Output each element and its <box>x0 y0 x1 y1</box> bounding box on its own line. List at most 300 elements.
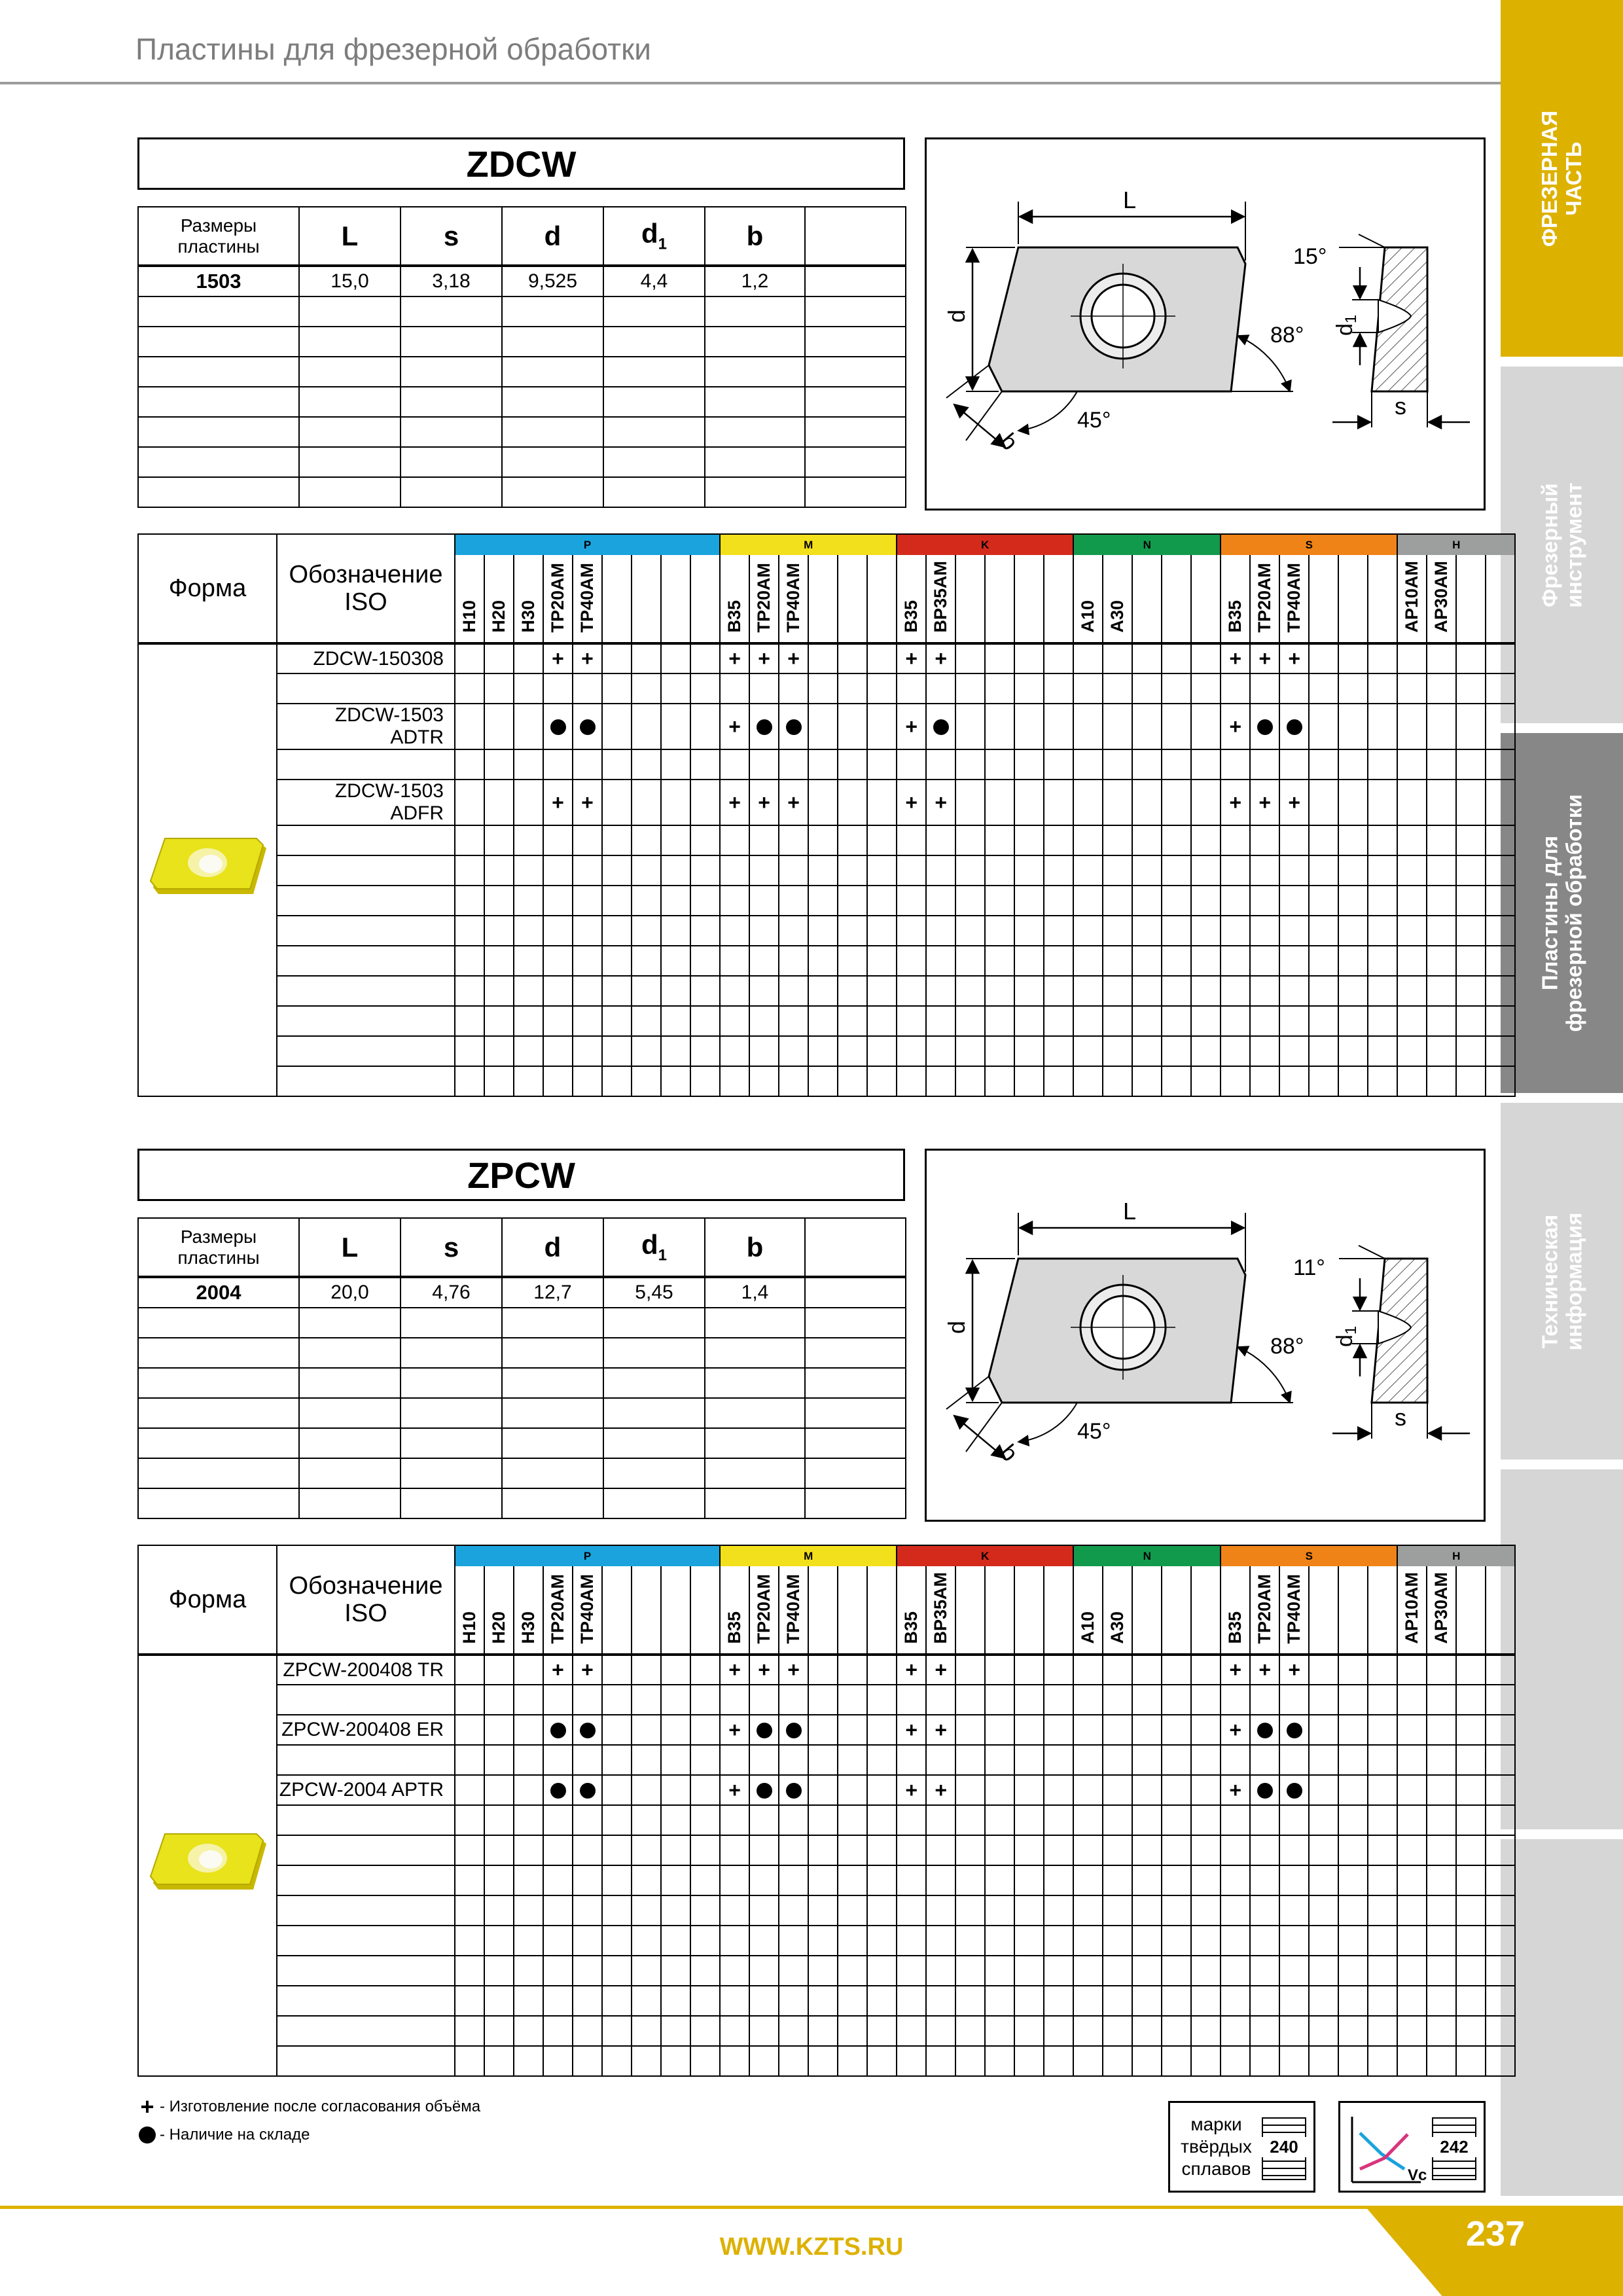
grade-cell <box>808 1655 838 1685</box>
grade-cell <box>573 1775 602 1805</box>
grade-cell <box>1191 1865 1221 1895</box>
grade-cell <box>1221 1926 1250 1956</box>
grade-cell <box>1162 1745 1191 1775</box>
grade-cell <box>720 886 749 916</box>
grade-cell <box>985 749 1014 780</box>
grade-cell <box>1456 855 1486 886</box>
grade-cell <box>808 1715 838 1745</box>
grade-cell <box>897 1926 926 1956</box>
grade-cell <box>455 1775 484 1805</box>
grade-cell <box>749 1715 779 1745</box>
grade-cell <box>985 2016 1014 2046</box>
grade-cell <box>661 886 690 916</box>
grade-cell <box>838 1006 867 1036</box>
grade-cell <box>1162 1926 1191 1956</box>
grade-cell <box>1132 825 1162 855</box>
dim-value-L: 15,0 <box>299 266 401 296</box>
grade-cell <box>661 1745 690 1775</box>
material-group-p: P <box>455 534 720 555</box>
grade-cell <box>867 1895 897 1926</box>
insert-dimension-drawing <box>927 139 1486 509</box>
grade-cell <box>1073 1715 1103 1745</box>
designation-empty <box>277 1986 455 2016</box>
grade-cell <box>808 1006 838 1036</box>
grade-cell <box>1486 749 1515 780</box>
designation-empty <box>277 749 455 780</box>
grade-cell <box>926 886 955 916</box>
grades-reference-link[interactable] <box>1168 2101 1315 2193</box>
grade-cell <box>897 1865 926 1895</box>
grade-cell <box>690 916 720 946</box>
grade-cell <box>1397 1835 1427 1865</box>
plus-icon: + <box>140 2093 154 2120</box>
grade-cell <box>1397 1745 1427 1775</box>
grade-cell <box>926 1835 955 1865</box>
cutting-speed-reference-link[interactable] <box>1338 2101 1486 2193</box>
grade-cell <box>897 886 926 916</box>
grade-cell <box>779 1926 808 1956</box>
grade-cell <box>1279 704 1309 749</box>
grade-header-empty <box>690 555 720 643</box>
grade-cell <box>1427 1006 1456 1036</box>
plus-icon: + <box>905 1658 918 1681</box>
dimensions-header-row <box>138 207 906 266</box>
grade-cell <box>808 886 838 916</box>
grade-cell <box>1338 1715 1368 1745</box>
grade-cell <box>602 855 632 886</box>
grade-cell <box>1456 1805 1486 1835</box>
grade-cell <box>1132 2016 1162 2046</box>
designation-empty <box>277 976 455 1006</box>
grade-cell <box>985 1986 1014 2016</box>
grade-cell <box>955 2046 985 2076</box>
grade-cell <box>897 1805 926 1835</box>
grade-cell <box>573 1655 602 1685</box>
grade-cell <box>1250 886 1279 916</box>
grade-cell <box>1486 1006 1515 1036</box>
grade-cell <box>838 749 867 780</box>
grade-cell <box>1014 780 1044 825</box>
grade-cell <box>1397 946 1427 976</box>
dot-icon <box>757 1783 772 1799</box>
grade-cell <box>573 976 602 1006</box>
grade-header-empty <box>632 555 661 643</box>
grades-empty-row <box>138 1805 1515 1835</box>
grade-cell <box>632 673 661 704</box>
dim-empty-cell <box>805 1398 906 1428</box>
dimensions-row <box>138 266 906 296</box>
designation-empty <box>277 1036 455 1066</box>
dot-icon <box>786 1723 802 1738</box>
grade-cell <box>1073 825 1103 855</box>
grade-cell <box>1221 1715 1250 1745</box>
grade-cell <box>1014 1926 1044 1956</box>
grade-cell <box>985 976 1014 1006</box>
grade-cell <box>1338 1036 1368 1066</box>
grade-cell <box>1309 1006 1338 1036</box>
grade-cell <box>955 976 985 1006</box>
form-header: Форма <box>138 534 277 643</box>
grade-cell <box>838 855 867 886</box>
grade-cell <box>867 825 897 855</box>
grade-header-empty <box>1132 1566 1162 1655</box>
grade-cell <box>1486 1745 1515 1775</box>
grade-cell <box>543 1895 573 1926</box>
grade-cell <box>1044 780 1073 825</box>
plus-icon: + <box>787 1658 800 1681</box>
grades-reference-text: марки твёрдых сплавов <box>1181 2114 1252 2179</box>
grade-cell <box>690 1745 720 1775</box>
product-designation[interactable]: ZPCW-2004 APTR <box>277 1775 455 1805</box>
grade-cell <box>1073 1805 1103 1835</box>
grade-cell <box>926 704 955 749</box>
grade-cell <box>1486 1066 1515 1096</box>
grade-cell <box>1221 673 1250 704</box>
grade-cell <box>1162 749 1191 780</box>
grade-cell <box>838 1835 867 1865</box>
dimensions-empty-row <box>138 447 906 477</box>
grade-cell <box>1014 1986 1044 2016</box>
grade-cell <box>897 1956 926 1986</box>
grade-header-h10: H10 <box>455 1566 484 1655</box>
grade-cell <box>455 855 484 886</box>
grade-cell <box>1250 1066 1279 1096</box>
grade-cell <box>838 1805 867 1835</box>
side-tab-milling-tools[interactable]: Фрезерный инструмент <box>1501 367 1623 723</box>
grade-cell <box>808 704 838 749</box>
grade-cell <box>1221 1775 1250 1805</box>
grade-header-empty <box>808 555 838 643</box>
grade-header-b35: B35 <box>1221 555 1250 643</box>
grade-cell <box>808 1865 838 1895</box>
grade-cell <box>1014 673 1044 704</box>
grade-cell <box>484 916 514 946</box>
grade-cell <box>484 1685 514 1715</box>
grade-cell <box>779 916 808 946</box>
grade-cell <box>926 1895 955 1926</box>
grade-cell <box>1427 1986 1456 2016</box>
grade-cell <box>1221 1036 1250 1066</box>
dim-empty-cell <box>805 417 906 447</box>
product-row <box>138 1715 1515 1745</box>
grade-cell <box>1162 1986 1191 2016</box>
grade-cell <box>1456 1006 1486 1036</box>
grade-cell <box>661 1986 690 2016</box>
grade-header-empty <box>602 1566 632 1655</box>
grade-cell <box>1309 1745 1338 1775</box>
grade-cell <box>1073 780 1103 825</box>
grade-cell <box>1044 886 1073 916</box>
grade-cell <box>661 1655 690 1685</box>
grade-cell <box>897 1685 926 1715</box>
plus-icon: + <box>905 1778 918 1802</box>
plus-icon: + <box>1229 1778 1242 1802</box>
grade-cell <box>838 1775 867 1805</box>
grade-cell <box>661 1805 690 1835</box>
grade-cell <box>1221 1895 1250 1926</box>
plus-icon: + <box>552 790 564 814</box>
dim-empty-cell <box>299 477 401 507</box>
grade-cell <box>514 1036 543 1066</box>
grade-cell <box>602 1715 632 1745</box>
grade-header-empty <box>661 555 690 643</box>
grade-cell <box>1427 1865 1456 1895</box>
grade-cell <box>1338 1745 1368 1775</box>
dim-empty-cell <box>299 1308 401 1338</box>
angle-top: 15° <box>1293 244 1327 269</box>
dim-empty-cell <box>805 327 906 357</box>
grade-cell <box>1221 1655 1250 1685</box>
grade-cell <box>661 1775 690 1805</box>
grade-cell <box>543 1865 573 1895</box>
grade-header-empty <box>955 555 985 643</box>
grade-cell <box>1368 1655 1397 1685</box>
grade-cell <box>1132 1775 1162 1805</box>
grade-cell <box>573 1006 602 1036</box>
dim-header-b: b <box>705 1218 805 1277</box>
grade-cell <box>1279 825 1309 855</box>
plus-icon: + <box>1258 790 1272 814</box>
grade-cell <box>985 1895 1014 1926</box>
dim-empty-cell <box>805 1277 906 1308</box>
grade-header-tp20am: TP20AM <box>749 555 779 643</box>
dim-value-d1: 4,4 <box>603 266 705 296</box>
grade-cell <box>455 1986 484 2016</box>
dim-header-size: Размеры пластины <box>138 207 299 266</box>
product-designation[interactable]: ZDCW-1503 ADFR <box>277 780 455 825</box>
grade-cell <box>838 1655 867 1685</box>
grade-cell <box>543 1986 573 2016</box>
grade-header-empty <box>985 555 1014 643</box>
grade-cell <box>985 1066 1014 1096</box>
grade-cell <box>632 1685 661 1715</box>
grade-cell <box>1397 1775 1427 1805</box>
dot-icon <box>1257 719 1273 735</box>
grade-cell <box>484 2016 514 2046</box>
dim-empty-cell <box>299 447 401 477</box>
dim-empty-cell <box>705 1308 805 1338</box>
grade-cell <box>897 1745 926 1775</box>
grade-cell <box>573 1926 602 1956</box>
grade-cell <box>1456 1066 1486 1096</box>
grade-header-b35: B35 <box>720 555 749 643</box>
grade-cell <box>1044 1066 1073 1096</box>
grade-cell <box>1044 1006 1073 1036</box>
grade-cell <box>1221 1865 1250 1895</box>
plus-icon: + <box>728 1658 741 1681</box>
grade-cell <box>720 1926 749 1956</box>
grade-cell <box>455 916 484 946</box>
grade-cell <box>602 1066 632 1096</box>
grade-cell <box>1162 1715 1191 1745</box>
grade-cell <box>1132 1006 1162 1036</box>
dim-empty-cell <box>502 1368 603 1398</box>
plus-icon: + <box>728 790 741 814</box>
grade-cell <box>1368 1685 1397 1715</box>
grade-cell <box>1103 1685 1132 1715</box>
plus-icon: + <box>1229 714 1242 738</box>
grade-cell <box>1427 1895 1456 1926</box>
material-group-m: M <box>720 534 897 555</box>
grade-cell <box>1162 1655 1191 1685</box>
grade-cell <box>749 886 779 916</box>
grade-cell <box>484 1986 514 2016</box>
side-tab-technical-info[interactable]: Техническая информация <box>1501 1103 1623 1460</box>
grade-cell <box>661 643 690 673</box>
grade-cell <box>897 673 926 704</box>
grade-cell <box>602 780 632 825</box>
grade-cell <box>1338 976 1368 1006</box>
dim-value-d: 9,525 <box>502 266 603 296</box>
grades-page-ref: 240 <box>1262 2137 1306 2157</box>
grade-cell <box>1191 1895 1221 1926</box>
grade-cell <box>1338 2046 1368 2076</box>
grade-cell <box>602 643 632 673</box>
designation-empty <box>277 1926 455 1956</box>
dim-empty-cell <box>138 477 299 507</box>
grade-header-a30: A30 <box>1103 555 1132 643</box>
grade-cell <box>1014 886 1044 916</box>
grade-cell <box>1191 946 1221 976</box>
grade-cell <box>1397 643 1427 673</box>
grade-cell <box>1279 855 1309 886</box>
grade-cell <box>926 1715 955 1745</box>
grade-cell <box>690 1655 720 1685</box>
grade-cell <box>632 886 661 916</box>
grade-cell <box>484 946 514 976</box>
product-designation[interactable]: ZDCW-1503 ADTR <box>277 704 455 749</box>
grade-cell <box>1132 643 1162 673</box>
grade-cell <box>897 1775 926 1805</box>
grade-cell <box>543 1926 573 1956</box>
grade-cell <box>1486 1655 1515 1685</box>
side-tab-milling-inserts[interactable]: Пластины для фрезерной обработки <box>1501 733 1623 1093</box>
grade-cell <box>543 886 573 916</box>
grade-cell <box>1368 825 1397 855</box>
product-designation[interactable]: ZPCW-200408 ER <box>277 1715 455 1745</box>
dim-empty-cell <box>401 1368 502 1398</box>
dim-empty-cell <box>299 296 401 327</box>
dim-empty-cell <box>401 296 502 327</box>
grade-cell <box>1368 643 1397 673</box>
grade-cell <box>779 749 808 780</box>
dim-label-s: s <box>1395 1404 1406 1431</box>
grade-cell <box>897 1715 926 1745</box>
dim-empty-cell <box>138 1338 299 1368</box>
website-link[interactable]: WWW.KZTS.RU <box>719 2233 904 2261</box>
grade-cell <box>1456 946 1486 976</box>
dim-header-b: b <box>705 207 805 266</box>
dim-header-d1: $d_1$ <box>603 1218 705 1277</box>
dim-empty-cell <box>299 1338 401 1368</box>
grade-cell <box>1191 2046 1221 2076</box>
dot-icon <box>139 2126 156 2144</box>
grade-cell <box>632 1986 661 2016</box>
grade-header-empty <box>690 1566 720 1655</box>
grade-cell <box>1044 1926 1073 1956</box>
side-tab-blank[interactable] <box>1501 1469 1623 1829</box>
grades-empty-row <box>138 916 1515 946</box>
product-designation[interactable]: ZPCW-200408 TR <box>277 1655 455 1685</box>
dim-empty-cell <box>401 387 502 417</box>
grade-cell <box>602 1926 632 1956</box>
grade-cell <box>955 886 985 916</box>
grade-cell <box>1162 1006 1191 1036</box>
grade-cell <box>749 1006 779 1036</box>
grade-cell <box>1073 1655 1103 1685</box>
grade-cell <box>1456 1895 1486 1926</box>
grade-header-b35: B35 <box>897 1566 926 1655</box>
grade-cell <box>779 1655 808 1685</box>
grade-cell <box>838 2016 867 2046</box>
grade-cell <box>867 749 897 780</box>
grade-cell <box>1014 1715 1044 1745</box>
grade-cell <box>1279 1655 1309 1685</box>
grade-cell <box>1368 673 1397 704</box>
grade-cell <box>1427 1805 1456 1835</box>
grade-header-tp20am: TP20AM <box>749 1566 779 1655</box>
grade-cell <box>955 749 985 780</box>
grade-cell <box>514 1745 543 1775</box>
grade-header-h20: H20 <box>484 1566 514 1655</box>
grade-cell <box>1044 2046 1073 2076</box>
grades-empty-row <box>138 1895 1515 1926</box>
side-tab-milling-part[interactable]: ФРЕЗЕРНАЯ ЧАСТЬ <box>1501 0 1623 357</box>
dim-empty-cell <box>705 296 805 327</box>
grade-cell <box>602 1865 632 1895</box>
grade-cell <box>1044 1835 1073 1865</box>
grade-cell <box>484 704 514 749</box>
grade-cell <box>514 1805 543 1835</box>
grade-cell <box>749 976 779 1006</box>
grade-cell <box>867 1835 897 1865</box>
grade-cell <box>838 886 867 916</box>
grade-cell <box>1162 1805 1191 1835</box>
grade-cell <box>779 1036 808 1066</box>
grade-cell <box>1162 1895 1191 1926</box>
grade-cell <box>1250 1775 1279 1805</box>
dim-empty-cell <box>138 1308 299 1338</box>
grade-cell <box>808 1956 838 1986</box>
grade-cell <box>632 825 661 855</box>
grade-cell <box>1250 1895 1279 1926</box>
product-designation[interactable]: ZDCW-150308 <box>277 643 455 673</box>
grade-cell <box>543 673 573 704</box>
grade-cell <box>779 673 808 704</box>
grade-cell <box>1309 643 1338 673</box>
grades-empty-row <box>138 1835 1515 1865</box>
grade-cell <box>1073 643 1103 673</box>
grade-cell <box>1456 643 1486 673</box>
grade-cell <box>897 855 926 886</box>
grade-cell <box>1103 704 1132 749</box>
grade-cell <box>1073 749 1103 780</box>
plus-icon: + <box>552 647 564 670</box>
grade-cell <box>749 825 779 855</box>
grade-cell <box>1397 1655 1427 1685</box>
grade-cell <box>1427 855 1456 886</box>
dim-empty-cell <box>705 447 805 477</box>
grade-cell <box>867 1865 897 1895</box>
dimensions-empty-row <box>138 327 906 357</box>
grade-cell <box>1162 1036 1191 1066</box>
grade-cell <box>1486 1805 1515 1835</box>
grade-cell <box>955 1895 985 1926</box>
grade-cell <box>543 643 573 673</box>
grade-cell <box>455 2016 484 2046</box>
grade-cell <box>1427 1715 1456 1745</box>
plus-icon: + <box>758 1658 770 1681</box>
